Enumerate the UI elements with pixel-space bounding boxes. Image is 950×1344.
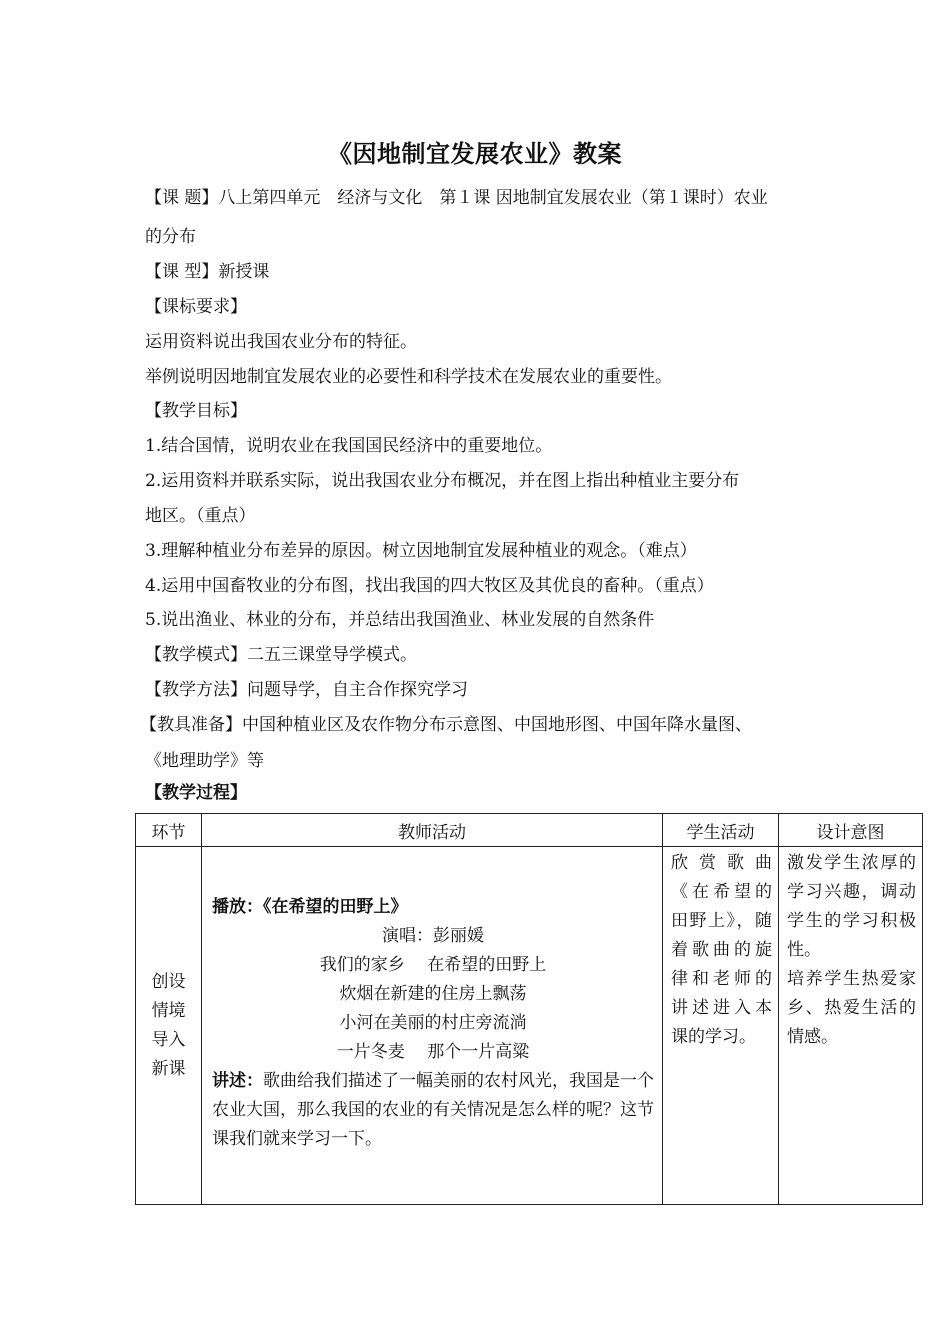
talk-text: 歌曲给我们描述了一幅美丽的农村风光，我国是一个农业大国，那么我国的农业的有关情况是怎么样的呢？这节课我们就来学习一下。 — [212, 1071, 654, 1149]
process-heading: 【教学过程】 — [145, 783, 247, 803]
header-student: 学生活动 — [663, 814, 779, 847]
materials-line-2: 《地理助学》等 — [145, 751, 264, 771]
curriculum-item-1: 运用资料说出我国农业分布的特征。 — [145, 332, 417, 352]
objective-4: 4.运用中国畜牧业的分布图，找出我国的四大牧区及其优良的畜种。（重点） — [145, 576, 714, 596]
materials-line-1: 【教具准备】中国种植业区及农作物分布示意图、中国地形图、中国年降水量图、 — [140, 715, 752, 735]
lyric-line: 一片冬麦 那个一片高粱 — [336, 1042, 530, 1062]
topic-line-2: 的分布 — [145, 227, 196, 247]
play-label: 播放： — [212, 897, 263, 917]
teaching-mode: 【教学模式】二五三课堂导学模式。 — [145, 645, 417, 665]
stage-line: 情境 — [151, 1000, 186, 1021]
stage-line: 新课 — [151, 1058, 186, 1079]
curriculum-item-2: 举例说明因地制宜发展农业的必要性和科学技术在发展农业的重要性。 — [145, 367, 672, 387]
student-activity-cell: 欣赏歌曲《在希望的田野上》，随着歌曲的旋律和老师的讲述进入本课的学习。 — [663, 847, 779, 1205]
curriculum-heading: 【课标要求】 — [145, 297, 247, 317]
objectives-heading: 【教学目标】 — [145, 401, 247, 421]
design-intent-cell — [779, 847, 923, 1205]
table-row — [136, 847, 923, 1205]
header-design: 设计意图 — [779, 814, 923, 847]
singer-line: 演唱：彭丽媛 — [382, 926, 484, 946]
lyric-line: 我们的家乡 在希望的田野上 — [319, 955, 547, 975]
document-title: 《因地制宜发展农业》教案 — [328, 139, 622, 168]
objective-1: 1.结合国情，说明农业在我国国民经济中的重要地位。 — [145, 436, 553, 456]
process-table — [135, 813, 923, 1205]
objective-2-line-2: 地区。（重点） — [145, 506, 256, 526]
song-title: 《在希望的田野上》 — [263, 897, 408, 917]
lyric-line: 小河在美丽的村庄旁流淌 — [339, 1013, 527, 1033]
lesson-type: 【课 型】新授课 — [145, 262, 270, 282]
design-intent-2: 培养学生热爱家乡、热爱生活的情感。 — [787, 969, 916, 1047]
topic-line-1: 【课 题】八上第四单元 经济与文化 第１课 因地制宜发展农业（第１课时）农业 — [145, 188, 768, 208]
objective-5: 5.说出渔业、林业的分布，并总结出我国渔业、林业发展的自然条件 — [145, 610, 655, 630]
talk-label: 讲述： — [212, 1071, 263, 1091]
stage-line: 导入 — [151, 1029, 186, 1050]
header-stage: 环节 — [136, 814, 202, 847]
teaching-method: 【教学方法】问题导学，自主合作探究学习 — [145, 680, 468, 700]
lyric-line: 炊烟在新建的住房上飘荡 — [339, 984, 527, 1004]
stage-cell — [136, 847, 202, 1205]
header-teacher: 教师活动 — [202, 814, 663, 847]
stage-line: 创设 — [151, 971, 186, 992]
teacher-activity-cell — [202, 847, 663, 1205]
design-intent-1: 激发学生浓厚的学习兴趣，调动学生的学习积极性。 — [787, 853, 916, 960]
objective-2-line-1: 2.运用资料并联系实际，说出我国农业分布概况，并在图上指出种植业主要分布 — [145, 471, 740, 491]
objective-3: 3.理解种植业分布差异的原因。树立因地制宜发展种植业的观念。（难点） — [145, 541, 697, 561]
table-header-row — [136, 814, 923, 847]
